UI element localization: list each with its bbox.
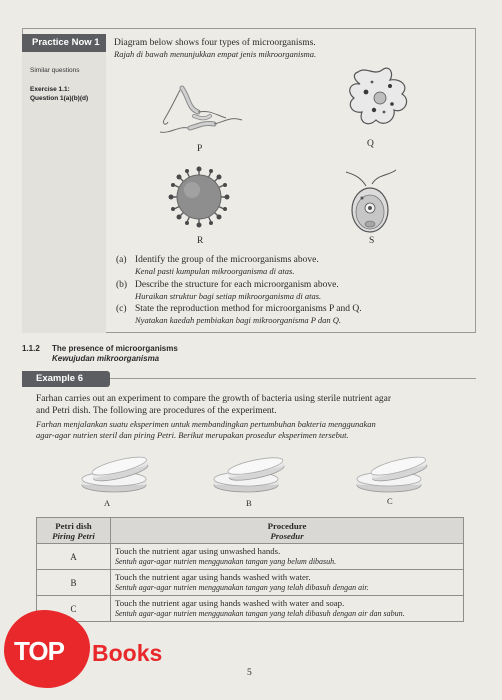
petri-dish-label-a: A: [104, 498, 111, 508]
question-c-text-ms: Nyatakan kaedah pembiakan bagi mikroorganisma P dan Q.: [135, 315, 342, 325]
table-cell-dish: C: [37, 596, 111, 622]
table-row: [37, 544, 464, 570]
organism-label-q: Q: [367, 139, 374, 149]
table-row: [37, 596, 464, 622]
practice-tag: Practice Now 1: [22, 34, 106, 52]
question-a-text: Identify the group of the microorganisms above.: [135, 255, 319, 265]
petri-dish-label-b: B: [246, 498, 252, 508]
organism-label-s: S: [369, 236, 375, 246]
question-b-text: Describe the structure for each microorganism above.: [135, 280, 339, 290]
question-b-text-ms: Huraikan struktur bagi setiap mikroorganisma di atas.: [135, 291, 322, 301]
question-b-number: (b): [116, 280, 128, 290]
procedure-table: [36, 517, 464, 622]
procedure-text-ms: Sentuh agar-agar nutrien menggunakan tangan yang telah dibasuh dengan air.: [115, 582, 369, 592]
procedure-text-ms: Sentuh agar-agar nutrien menggunakan tangan yang telah dibasuh dengan air dan sabun.: [115, 608, 405, 618]
similar-questions-label: Similar questions: [30, 67, 80, 74]
table-row: [37, 570, 464, 596]
column-header-petri-dish-en: Petri dish: [55, 521, 92, 531]
table-cell-procedure: [111, 596, 464, 622]
organism-q-illustration: [344, 62, 414, 132]
section-number: 1.1.2: [22, 344, 40, 353]
organism-r-illustration: [168, 166, 230, 228]
petri-dish-a-illustration: [80, 455, 152, 495]
watermark-logo-books: Books: [92, 640, 163, 666]
petri-dish-c-illustration: [355, 455, 431, 495]
procedure-text-en: Touch the nutrient agar using unwashed hands.: [115, 546, 281, 556]
organism-label-r: R: [197, 236, 204, 246]
table-cell-dish: B: [37, 570, 111, 596]
exercise-reference: [30, 86, 104, 103]
exercise-ref-line2: Question 1(a)(b)(d): [30, 94, 89, 102]
exercise-ref-line1: Exercise 1.1:: [30, 86, 70, 93]
question-c-number: (c): [116, 304, 127, 314]
column-header-procedure-en: Procedure: [267, 521, 307, 531]
example-paragraph-ms-line1: Farhan menjalankan suatu eksperimen untuk membandingkan pertumbuhan bakteria menggunakan: [36, 419, 376, 429]
organism-s-illustration: [338, 168, 408, 234]
petri-dish-b-illustration: [212, 455, 288, 495]
procedure-text-en: Touch the nutrient agar using hands washed with water.: [115, 572, 311, 582]
table-cell-procedure: [111, 544, 464, 570]
organism-p-illustration: [158, 76, 248, 138]
section-title: The presence of microorganisms: [52, 344, 178, 353]
column-header-procedure-ms: Prosedur: [270, 531, 304, 541]
example-tag: Example 6: [22, 371, 110, 387]
question-a-number: (a): [116, 255, 127, 265]
organism-label-p: P: [197, 144, 203, 154]
petri-dish-label-c: C: [387, 496, 393, 506]
page-number: 5: [247, 668, 252, 678]
question-c-text: State the reproduction method for microorganisms P and Q.: [135, 304, 362, 314]
example-paragraph-ms-line2: agar-agar nutrien steril dan piring Petri. Berikut merupakan prosedur eksperimen tersebut.: [36, 430, 349, 440]
procedure-text-ms: Sentuh agar-agar nutrien menggunakan tangan yang belum dibasuh.: [115, 556, 337, 566]
example-paragraph-en-line2: and Petri dish. The following are procedures of the experiment.: [36, 406, 277, 416]
question-a-text-ms: Kenal pasti kumpulan mikroorganisma di atas.: [135, 266, 295, 276]
column-header-procedure: [111, 518, 464, 544]
section-title-ms: Kewujudan mikroorganisma: [52, 354, 160, 363]
table-header-row: [37, 518, 464, 544]
watermark-logo-top: TOP: [14, 636, 64, 666]
procedure-text-en: Touch the nutrient agar using hands washed with water and soap.: [115, 598, 345, 608]
table-cell-procedure: [111, 570, 464, 596]
column-header-petri-dish-ms: Piring Petri: [52, 531, 95, 541]
example-paragraph-en-line1: Farhan carries out an experiment to compare the growth of bacteria using sterile nutrient agar: [36, 394, 392, 404]
question-intro: Diagram below shows four types of microorganisms.: [114, 38, 316, 48]
column-header-petri-dish: [37, 518, 111, 544]
question-intro-ms: Rajah di bawah menunjukkan empat jenis mikroorganisma.: [114, 49, 317, 59]
table-cell-dish: A: [37, 544, 111, 570]
